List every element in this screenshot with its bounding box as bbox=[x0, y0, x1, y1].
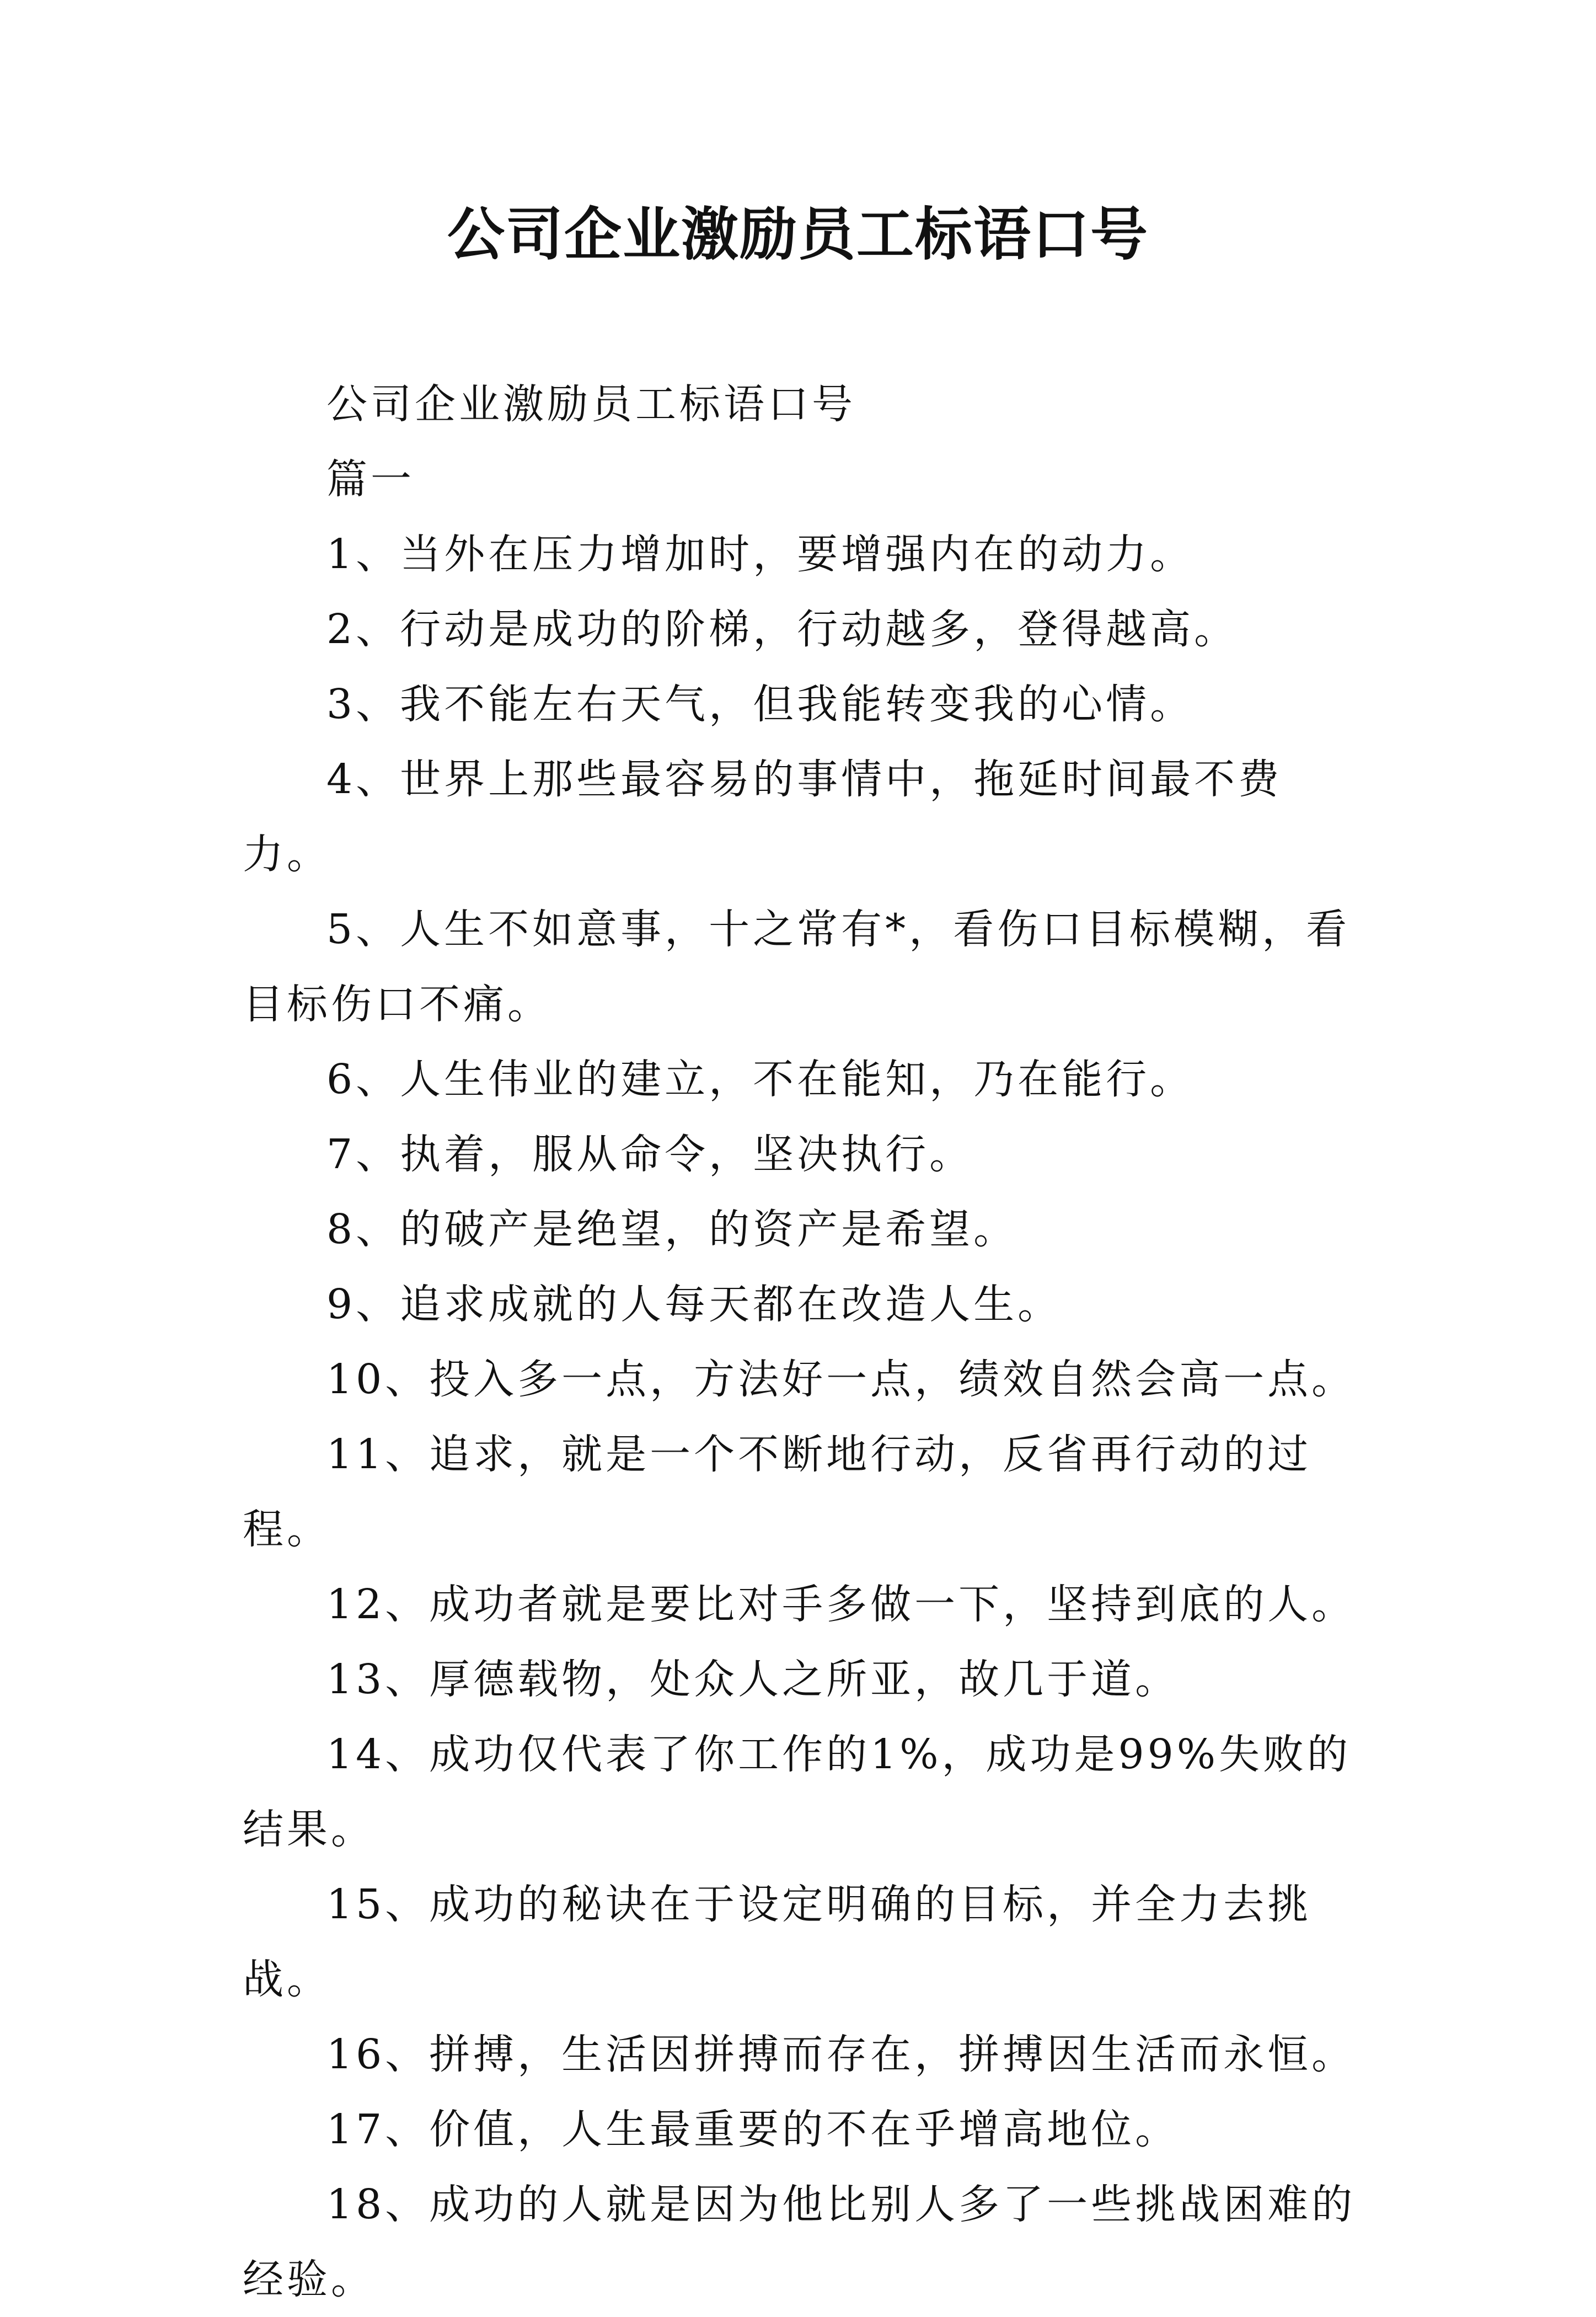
slogan-item-17: 17、价值，人生最重要的不在乎增高地位。 bbox=[326, 2106, 1180, 2153]
document-title: 公司企业激励员工标语口号 bbox=[447, 200, 1149, 268]
slogan-item-15: 15、成功的秘诀在于设定明确的目标，并全力去挑战。 bbox=[243, 1881, 1312, 2003]
document-body bbox=[243, 367, 1368, 2317]
slogan-item-1: 1、当外在压力增加时，要增强内在的动力。 bbox=[326, 531, 1195, 578]
slogan-item-12: 12、成功者就是要比对手多做一下，坚持到底的人。 bbox=[326, 1581, 1356, 1628]
slogan-item-18: 18、成功的人就是因为他比别人多了一些挑战困难的经验。 bbox=[243, 2181, 1356, 2303]
slogan-item-13: 13、厚德载物，处众人之所亚，故几于道。 bbox=[326, 1656, 1180, 1703]
slogan-item-8: 8、的破产是绝望，的资产是希望。 bbox=[326, 1206, 1018, 1253]
slogan-item-14: 14、成功仅代表了你工作的1%，成功是99%失败的结果。 bbox=[243, 1731, 1352, 1853]
slogan-item-3: 3、我不能左右天气，但我能转变我的心情。 bbox=[326, 681, 1195, 728]
slogan-item-5: 5、人生不如意事，十之常有*，看伤口目标模糊，看目标伤口不痛。 bbox=[243, 906, 1351, 1028]
slogan-item-11: 11、追求，就是一个不断地行动，反省再行动的过程。 bbox=[243, 1431, 1312, 1553]
slogan-item-7: 7、执着，服从命令，坚决执行。 bbox=[326, 1131, 974, 1178]
slogan-item-4: 4、世界上那些最容易的事情中，拖延时间最不费力。 bbox=[243, 756, 1283, 878]
slogan-item-16: 16、拼搏，生活因拼搏而存在，拼搏因生活而永恒。 bbox=[326, 2031, 1356, 2078]
doc-subtitle: 公司企业激励员工标语口号 bbox=[326, 381, 856, 428]
slogan-item-10: 10、投入多一点，方法好一点，绩效自然会高一点。 bbox=[326, 1356, 1356, 1403]
section-heading: 篇一 bbox=[326, 456, 415, 503]
slogan-item-9: 9、追求成就的人每天都在改造人生。 bbox=[326, 1281, 1062, 1328]
slogan-item-2: 2、行动是成功的阶梯，行动越多，登得越高。 bbox=[326, 606, 1239, 653]
slogan-item-6: 6、人生伟业的建立，不在能知，乃在能行。 bbox=[326, 1056, 1195, 1103]
